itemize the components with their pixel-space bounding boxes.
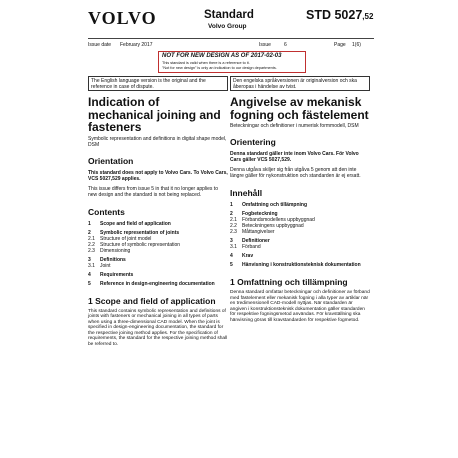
toc-number: 3: [88, 256, 91, 263]
toc-label: Förbandsmodellens uppbyggnad: [242, 217, 315, 223]
toc-number: 1: [230, 202, 233, 208]
orientation-text-en: This issue differs from issue 5 in that it no longer applies to new design and the standard is not being replaced.: [88, 185, 218, 198]
page-number: 1(6): [352, 42, 361, 48]
standard-number: [306, 8, 373, 22]
volvo-logo: VOLVO: [88, 8, 157, 28]
swedish-column: [230, 96, 370, 324]
toc-label: Krav: [242, 253, 254, 259]
notice-line-2: "Not for new design" is only an indication to our design departments.: [162, 66, 277, 70]
toc-item[interactable]: [88, 281, 228, 287]
issue-label: Issue: [259, 42, 271, 48]
toc-number: 3.1: [230, 244, 237, 250]
toc-item[interactable]: [88, 272, 228, 278]
subtitle-sv: Beteckningar och definitioner i numerisk formmodell, DSM: [230, 123, 359, 129]
title-en: Indication of mechanical joining and fasteners: [88, 95, 221, 134]
toc-label: Hänvisning i konstruktionsteknisk dokumentation: [242, 262, 361, 268]
toc-label: Symbolic representation of joints: [100, 229, 180, 236]
toc-item[interactable]: [88, 263, 228, 269]
toc-item[interactable]: [88, 248, 228, 254]
notice-line-1: This standard is valid when there is a reference to it.: [162, 61, 250, 65]
toc-label: Dimensioning: [100, 247, 131, 254]
toc-number: 2.3: [230, 229, 237, 235]
orientation-note-en: This standard does not apply to Volvo Cars. To Volvo Cars, VCS 5027,529 applies.: [88, 169, 228, 182]
toc-number: 3.1: [88, 262, 95, 269]
language-note-en: The English language version is the original and the reference in case of dispute.: [88, 76, 228, 91]
toc-number: 2.1: [230, 217, 237, 223]
orientation-note-sv: Denna standard gäller inte inom Volvo Cars. För Volvo Cars gäller VCS 5027,529.: [230, 151, 359, 163]
toc-label: Requirements: [100, 271, 134, 278]
issue-date-label: Issue date: [88, 42, 112, 48]
toc-item[interactable]: [230, 244, 370, 250]
notice-box: [158, 51, 306, 73]
toc-number: 4: [230, 253, 233, 259]
toc-label: Reference in design-engineering documentation: [100, 280, 215, 287]
english-column: [88, 96, 228, 348]
contents-heading-en: Contents: [88, 206, 125, 217]
toc-label: Definitioner: [242, 238, 270, 244]
toc-label: Scope and field of application: [100, 220, 171, 227]
standard-version: ,52: [362, 12, 374, 21]
toc-number: 3: [230, 238, 233, 244]
toc-label: Omfattning och tillämpning: [242, 202, 307, 208]
language-note-sv: Den engelska språkversionen är originalversion och ska åberopas i händelse av tvist.: [230, 76, 370, 91]
toc-sv: [230, 202, 370, 268]
toc-number: 4: [88, 271, 91, 278]
toc-label: Beteckningens uppbyggnad: [242, 223, 304, 229]
toc-number: 5: [230, 262, 233, 268]
toc-label: Structure of joint model: [100, 235, 152, 242]
scope-heading-en: 1 Scope and field of application: [88, 295, 216, 306]
toc-number: 2.2: [230, 223, 237, 229]
toc-number: 2: [88, 229, 91, 236]
toc-label: Förband: [242, 244, 261, 250]
toc-number: 5: [88, 280, 91, 287]
document-type: Standard: [204, 9, 254, 21]
scope-text-en: This standard contains symbolic representation and definitions of joints with fasteners or mechanical joining in all types of parts when using a three-dimensional CAD model. When the joint is specified in design-engineering documentation, the standard for the respective joining method applies. For the specification of requirements, the standard for the respective joining method shall be referred to.: [88, 308, 228, 348]
toc-item[interactable]: [88, 221, 228, 227]
orientation-heading-sv: Orientering: [230, 137, 276, 147]
toc-number: 2.2: [88, 241, 95, 248]
toc-item[interactable]: [230, 202, 370, 208]
toc-label: Joint: [100, 262, 111, 269]
header-divider: [88, 38, 374, 39]
toc-item[interactable]: [230, 253, 370, 259]
toc-label: Måttangivelser: [242, 229, 275, 235]
scope-heading-sv: 1 Omfattning och tillämpning: [230, 277, 348, 287]
title-sv: Angivelse av mekanisk fogning och fästelement: [230, 95, 369, 122]
scope-text-sv: Denna standard omfattar beteckningar och definitioner av förband med fästelement eller mekanisk fogning i alla typer av artiklar när en tredimensionell CAD-modell nyttjas. När standarden är angiven i konstruktionsteknisk dokumentation gäller standarden för respektive fogningsmetod användas. För kravställning ska hänvisning göras till kravstandarden för respektive fogmetod.: [230, 290, 370, 323]
toc-number: 2: [230, 211, 233, 217]
standard-number-main: STD 5027: [306, 8, 363, 22]
toc-number: 2.1: [88, 235, 95, 242]
toc-en: [88, 221, 228, 287]
contents-heading-sv: Innehåll: [230, 188, 263, 198]
orientation-text-sv: Denna utgåva skiljer sig från utgåva 5 genom att den inte längre gäller för nykonstruktion och standarden är ej ersatt.: [230, 167, 361, 179]
toc-number: 1: [88, 220, 91, 227]
toc-label: Structure of symbolic representation: [100, 241, 181, 248]
orientation-heading-en: Orientation: [88, 155, 134, 166]
page-label: Page: [334, 42, 346, 48]
toc-number: 2.3: [88, 247, 95, 254]
subtitle-en: Symbolic representation and definitions in digital shape model, DSM: [88, 135, 227, 148]
toc-item[interactable]: [230, 262, 370, 268]
issue-date: February 2017: [120, 42, 153, 48]
issue-number: 6: [284, 42, 287, 48]
notice-title: NOT FOR NEW DESIGN AS OF 2017-02-03: [162, 53, 282, 59]
toc-label: Definitions: [100, 256, 126, 263]
toc-label: Fogbeteckning: [242, 211, 278, 217]
toc-item[interactable]: [230, 229, 370, 235]
document-organization: Volvo Group: [208, 23, 247, 30]
